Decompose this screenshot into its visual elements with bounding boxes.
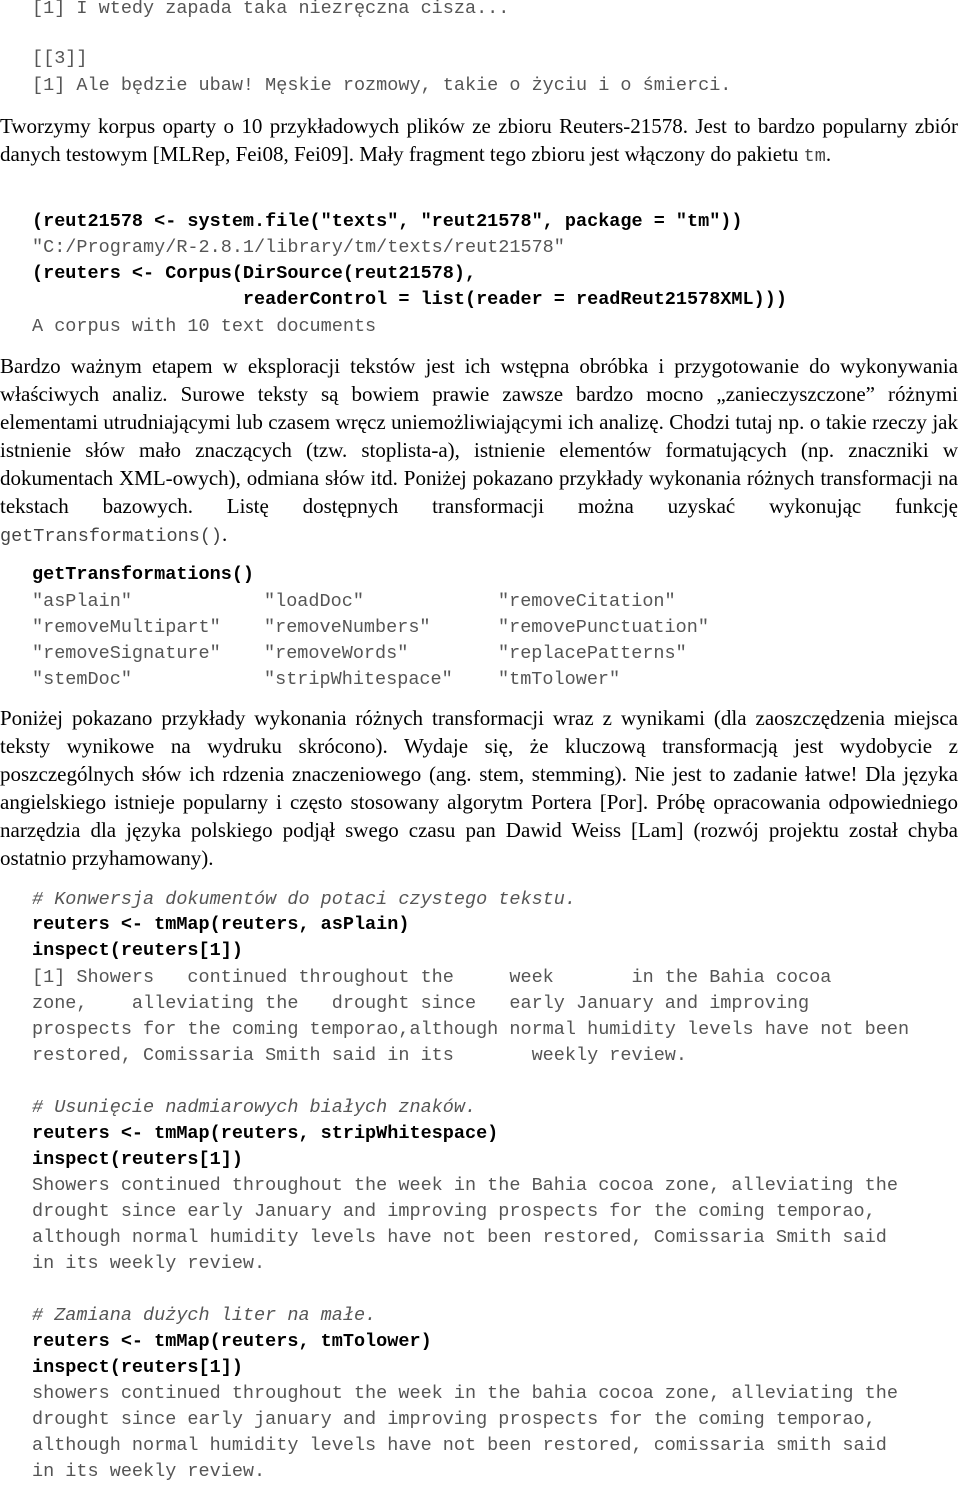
code-command: reuters <- tmMap(reuters, tmTolower) <box>32 1331 432 1352</box>
table-row <box>32 667 621 693</box>
output-line: drought since early January and improving prospects for the coming temporao, <box>32 1201 876 1222</box>
paragraph-end: . <box>825 142 832 166</box>
code-command: (reuters <- Corpus(DirSource(reut21578), <box>32 263 477 284</box>
output-line: in its weekly review. <box>32 1461 266 1482</box>
table-cell: "removeCitation" <box>498 591 676 612</box>
output-line: [1] I wtedy zapada taka niezręczna cisza... <box>32 0 510 19</box>
table-cell: "tmTolower" <box>498 669 621 690</box>
code-command: readerControl = list(reader = readReut21578XML))) <box>32 289 787 310</box>
output-line: [1] Showers continued throughout the week in the Bahia cocoa <box>32 967 832 988</box>
code-command: (reut21578 <- system.file("texts", "reut21578", package = "tm")) <box>32 211 743 232</box>
paragraph-text: Bardzo ważnym etapem w eksploracji tekstów jest ich wstępna obróbka i przygotowanie do wykonywania właściwych analiz. Surowe teksty są bowiem prawie zawsze bardzo mocno „zanieczyszczone” różnymi elementami utrudniającymi lub czasem wręcz uniemożliwiającymi ich analizę. Chodzi tutaj np. o takie rzeczy jak istnienie słów mało znaczących (tzw. stoplista-a), istnienie elementów formatujących (np. znaczniki w dokumentach XML-owych), odmiana słów itd. Poniżej pokazano przykłady wykonania różnych transformacji na tekstach bazowych. Listę dostępnych transformacji można uzyskać wykonując funkcję <box>0 354 958 518</box>
output-line: A corpus with 10 text documents <box>32 316 377 337</box>
output-line: drought since early january and improving prospects for the coming temporao, <box>32 1409 876 1430</box>
paragraph-text: Poniżej pokazano przykłady wykonania różnych transformacji wraz z wynikami (dla zaoszczędzenia miejsca teksty wynikowe na wydruku skrócono). Wydaje się, że kluczową transformacją jest wydobycie z poszczególnych słów ich rdzenia znaczeniowego (ang. stem, stemming). Nie jest to zadanie łatwe! Dla języka angielskiego istnieje popularny i często stosowany algorytm Portera [Por]. Próbę opracowania odpowiedniego narzędzia dla języka polskiego podjął swego czasu pan Dawid Weiss [Lam] (rozwój projektu został chyba ostatnio przyhamowany). <box>0 706 958 870</box>
table-cell: "stripWhitespace" <box>264 669 453 690</box>
output-line: [[3]] <box>32 48 88 69</box>
paragraph-text: Tworzymy korpus oparty o 10 przykładowych plików ze zbioru Reuters-21578. Jest to bardzo popularny zbiór danych testowym [MLRep, Fei08, Fei09]. Mały fragment tego zbioru jest włączony do pakietu <box>0 114 958 166</box>
table-cell: "removeNumbers" <box>264 617 431 638</box>
code-command: inspect(reuters[1]) <box>32 1149 243 1170</box>
paragraph-preprocessing <box>0 352 958 551</box>
code-comment: # Konwersja dokumentów do potaci czystego tekstu. <box>32 889 576 910</box>
table-row <box>32 589 676 615</box>
output-line: Showers continued throughout the week in the Bahia cocoa zone, alleviating the <box>32 1175 898 1196</box>
code-command: reuters <- tmMap(reuters, asPlain) <box>32 914 410 935</box>
output-line: prospects for the coming temporao,although normal humidity levels have not been <box>32 1019 910 1040</box>
table-cell: "replacePatterns" <box>498 643 687 664</box>
table-cell: "removeMultipart" <box>32 617 221 638</box>
code-command: reuters <- tmMap(reuters, stripWhitespace) <box>32 1123 499 1144</box>
code-comment: # Usunięcie nadmiarowych białych znaków. <box>32 1097 477 1118</box>
table-row <box>32 615 709 641</box>
output-line: showers continued throughout the week in the bahia cocoa zone, alleviating the <box>32 1383 898 1404</box>
table-row <box>32 641 687 667</box>
output-line: [1] Ale będzie ubaw! Męskie rozmowy, takie o życiu i o śmierci. <box>32 75 732 96</box>
code-command: inspect(reuters[1]) <box>32 1357 243 1378</box>
table-cell: "removePunctuation" <box>498 617 709 638</box>
output-line: although normal humidity levels have not been restored, Comissaria Smith said <box>32 1227 887 1248</box>
output-line: although normal humidity levels have not been restored, comissaria smith said <box>32 1435 887 1456</box>
output-line: "C:/Programy/R-2.8.1/library/tm/texts/reut21578" <box>32 237 565 258</box>
paragraph-intro-corpus <box>0 112 958 171</box>
code-command: inspect(reuters[1]) <box>32 940 243 961</box>
inline-code: tm <box>803 146 826 167</box>
output-line: in its weekly review. <box>32 1253 266 1274</box>
table-cell: "stemDoc" <box>32 669 132 690</box>
transformations-table <box>32 591 709 697</box>
code-comment: # Zamiana dużych liter na małe. <box>32 1305 377 1326</box>
table-cell: "asPlain" <box>32 591 132 612</box>
code-command: getTransformations() <box>32 564 255 585</box>
table-cell: "removeSignature" <box>32 643 221 664</box>
paragraph-end: . <box>222 522 228 546</box>
paragraph-stemming <box>0 704 958 872</box>
table-cell: "loadDoc" <box>264 591 364 612</box>
inline-code: getTransformations() <box>0 526 223 547</box>
output-line: restored, Comissaria Smith said in its weekly review. <box>32 1045 688 1066</box>
table-cell: "removeWords" <box>264 643 409 664</box>
output-line: zone, alleviating the drought since early January and improving <box>32 993 810 1014</box>
